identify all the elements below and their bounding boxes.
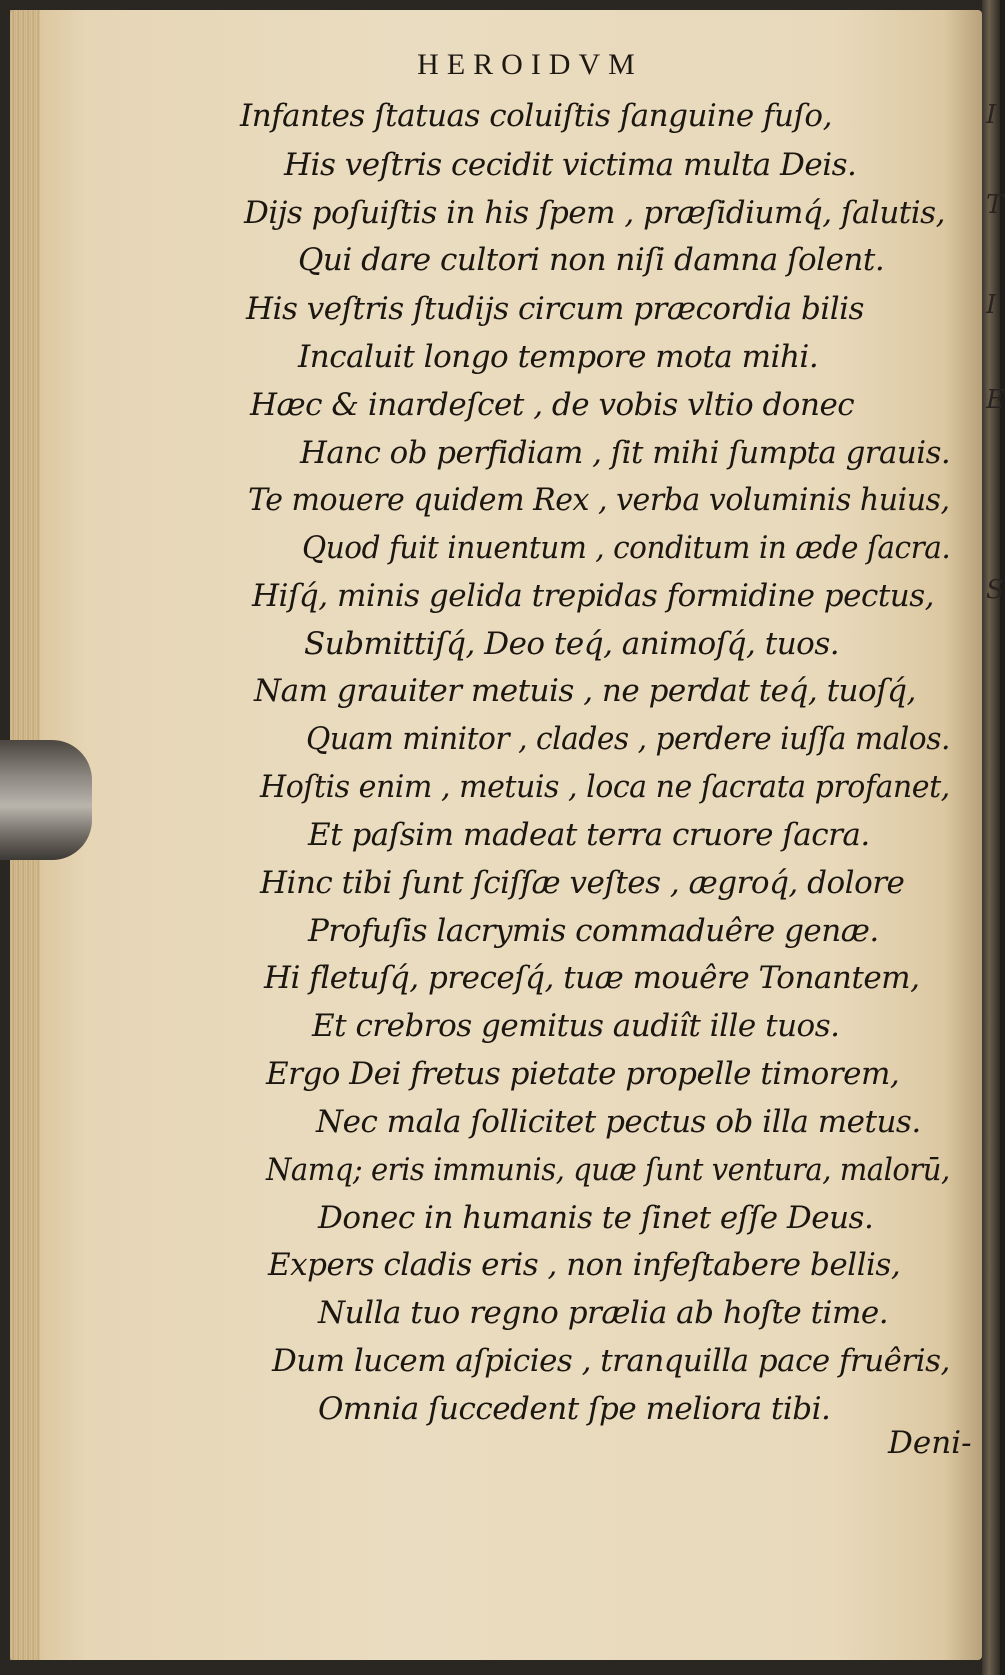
neighbor-glyph: I [986, 100, 997, 130]
verse-line: Incaluit longo tempore mota mihi. [298, 339, 819, 375]
verse-line: Namq; eris immunis, quæ ſunt ventura, malorū, [266, 1152, 950, 1188]
verse-line: Hiſq́, minis gelida trepidas formidine pectus, [252, 578, 935, 614]
verse-line: Nam grauiter metuis , ne perdat teq́, tuoſq́, [254, 673, 916, 709]
neighbor-glyph: S [986, 575, 1004, 605]
verse-line: Te mouere quidem Rex , verba voluminis huius, [248, 482, 950, 518]
verse-line: Omnia ſuccedent ſpe meliora tibi. [318, 1391, 831, 1427]
verse-line: Hanc ob perfidiam , ſit mihi ſumpta grauis. [300, 435, 951, 471]
verse-line: Hæc & inardeſcet , de vobis vltio donec [250, 387, 855, 423]
neighbor-glyph: I [986, 290, 997, 320]
running-head: HEROIDVM [417, 48, 643, 81]
verse-line: Quod fuit inuentum , conditum in æde ſacra. [302, 530, 951, 566]
verse-line: Ergo Dei fretus pietate propelle timorem, [266, 1056, 900, 1092]
verse-line: Hoſtis enim , metuis , loca ne ſacrata profanet, [260, 769, 950, 805]
verse-line: Hinc tibi ſunt ſciſſæ veſtes , ægroq́, dolore [260, 865, 905, 901]
page-clip [0, 740, 92, 860]
verse-line: Expers cladis eris , non infeſtabere bellis, [268, 1247, 901, 1283]
verse-line: Quam minitor , clades , perdere iuſſa malos. [306, 721, 950, 757]
verse-line: Nec mala ſollicitet pectus ob illa metus. [316, 1104, 921, 1140]
verse-line: Submittiſq́, Deo teq́, animoſq́, tuos. [304, 626, 840, 662]
verse-line: His veſtris cecidit victima multa Deis. [284, 147, 857, 183]
neighbor-page-strip [982, 0, 1005, 1675]
verse-line: Qui dare cultori non niſi damna ſolent. [298, 242, 885, 278]
verse-line: Et crebros gemitus audiît ille tuos. [312, 1008, 840, 1044]
neighbor-glyph: E [986, 385, 1005, 415]
verse-line: Infantes ſtatuas coluiſtis ſanguine fuſo, [240, 98, 832, 134]
verse-line: Donec in humanis te ſinet eſſe Deus. [318, 1200, 874, 1236]
verse-line: Et paſsim madeat terra cruore ſacra. [308, 817, 870, 853]
neighbor-glyph: T [986, 190, 1004, 220]
verse-line: Dijs poſuiſtis in his ſpem , præſidiumq́, ſalutis, [244, 195, 945, 231]
verse-line: Profuſis lacrymis commaduêre genæ. [308, 913, 879, 949]
verse-line: His veſtris ſtudijs circum præcordia bilis [246, 291, 864, 327]
verse-line: Dum lucem aſpicies , tranquilla pace fruêris, [272, 1343, 950, 1379]
verse-line: Hi fletuſq́, preceſq́, tuæ mouêre Tonantem, [264, 960, 920, 996]
catchword: Deni- [888, 1425, 972, 1461]
verse-line: Nulla tuo regno prælia ab hoſte time. [318, 1295, 889, 1331]
